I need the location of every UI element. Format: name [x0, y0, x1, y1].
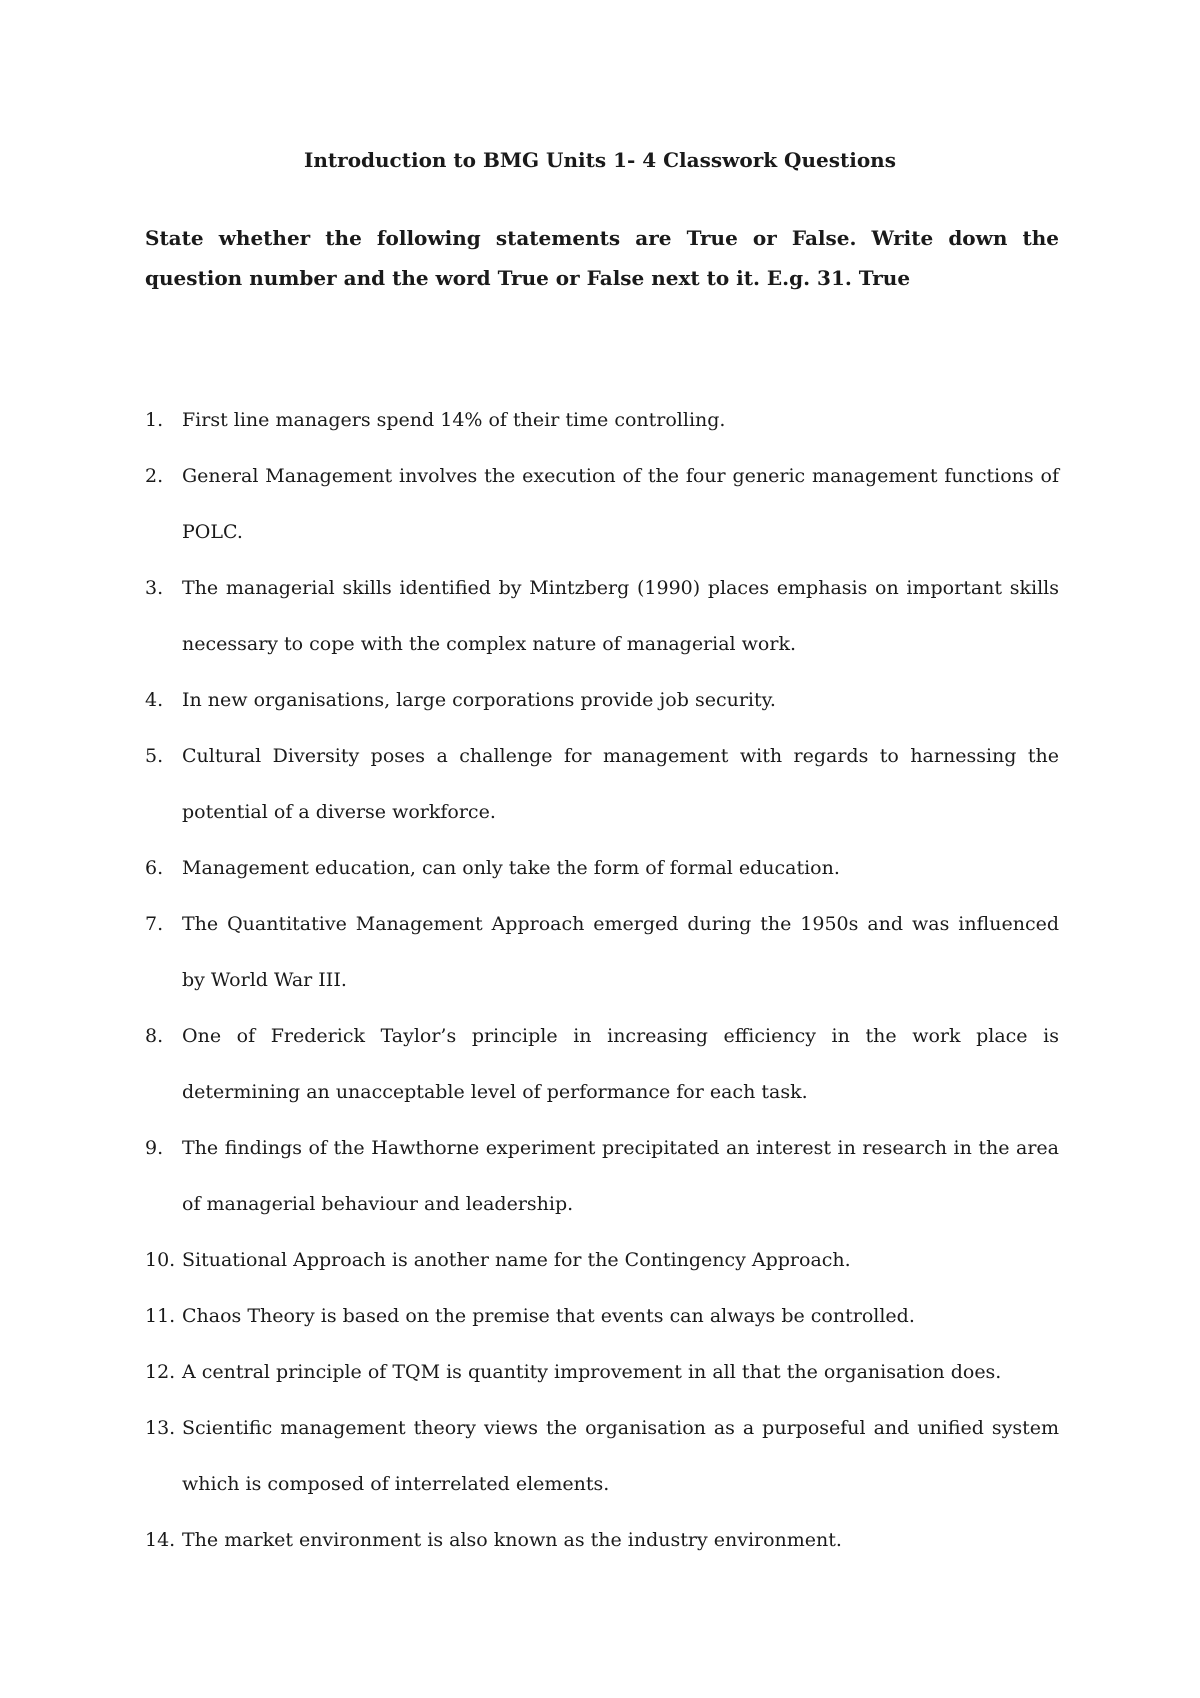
document-title: Introduction to BMG Units 1- 4 Classwork Questions — [304, 148, 896, 172]
question-number: 11. — [145, 1305, 176, 1327]
question-text: The market environment is also known as the industry environment. — [182, 1529, 842, 1551]
list-item — [145, 392, 1059, 448]
list-item — [145, 1512, 1059, 1568]
question-text: In new organisations, large corporations provide job security. — [182, 689, 776, 711]
list-item — [145, 1120, 1059, 1232]
question-list — [145, 392, 1059, 1568]
question-text: The Quantitative Management Approach emerged during the 1950s and was influenced by World War III. — [182, 913, 1059, 991]
question-number: 2. — [145, 465, 164, 487]
question-number: 3. — [145, 577, 164, 599]
question-number: 13. — [145, 1417, 176, 1439]
question-text: General Management involves the execution of the four generic management functions of POLC. — [182, 465, 1059, 543]
question-text: The findings of the Hawthorne experiment precipitated an interest in research in the area of managerial behaviour and leadership. — [182, 1137, 1059, 1215]
question-text: First line managers spend 14% of their time controlling. — [182, 409, 726, 431]
list-item — [145, 1400, 1059, 1512]
question-text: Cultural Diversity poses a challenge for management with regards to harnessing the potential of a diverse workforce. — [182, 745, 1059, 823]
question-number: 1. — [145, 409, 164, 431]
question-text: A central principle of TQM is quantity improvement in all that the organisation does. — [182, 1361, 1002, 1383]
question-text: One of Frederick Taylor’s principle in increasing efficiency in the work place is determining an unacceptable level of performance for each task. — [182, 1025, 1059, 1103]
question-number: 4. — [145, 689, 164, 711]
list-item — [145, 728, 1059, 840]
question-number: 5. — [145, 745, 164, 767]
list-item — [145, 560, 1059, 672]
list-item — [145, 1344, 1059, 1400]
list-item — [145, 672, 1059, 728]
list-item — [145, 1008, 1059, 1120]
list-item — [145, 1288, 1059, 1344]
list-item — [145, 448, 1059, 560]
question-number: 12. — [145, 1361, 176, 1383]
question-text: Chaos Theory is based on the premise that events can always be controlled. — [182, 1305, 915, 1327]
list-item — [145, 840, 1059, 896]
question-text: The managerial skills identified by Mintzberg (1990) places emphasis on important skills necessary to cope with the complex nature of managerial work. — [182, 577, 1059, 655]
question-text: Management education, can only take the form of formal education. — [182, 857, 840, 879]
question-number: 8. — [145, 1025, 164, 1047]
question-number: 10. — [145, 1249, 176, 1271]
list-item — [145, 896, 1059, 1008]
instructions-text: State whether the following statements are True or False. Write down the question number and the word True or False next to it. E.g. 31. True — [145, 226, 1059, 290]
question-text: Scientific management theory views the organisation as a purposeful and unified system which is composed of interrelated elements. — [182, 1417, 1059, 1495]
question-number: 6. — [145, 857, 164, 879]
question-number: 7. — [145, 913, 164, 935]
list-item — [145, 1232, 1059, 1288]
question-number: 14. — [145, 1529, 176, 1551]
question-text: Situational Approach is another name for the Contingency Approach. — [182, 1249, 851, 1271]
question-number: 9. — [145, 1137, 164, 1159]
